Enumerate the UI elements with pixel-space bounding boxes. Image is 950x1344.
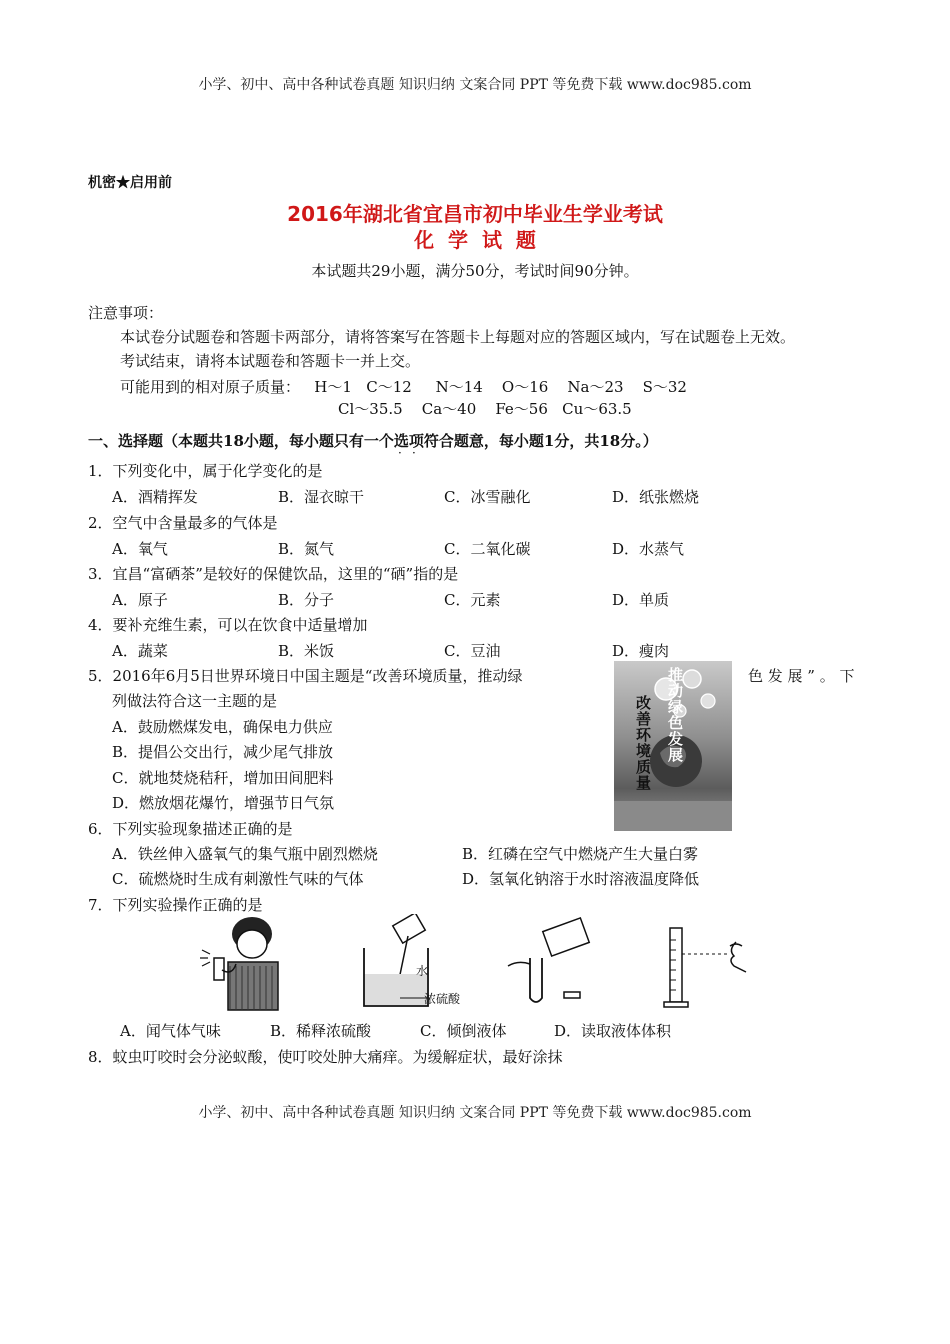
bottle — [393, 914, 426, 943]
question-7-stem: 7．下列实验操作正确的是 — [88, 896, 263, 914]
graduated-cylinder — [670, 928, 682, 1002]
notes-line: 考试结束，请将本试题卷和答题卡一并上交。 — [120, 352, 421, 370]
page-header: 小学、初中、高中各种试卷真题 知识归纳 文案合同 PPT 等免费下载 www.doc985.com — [198, 77, 752, 93]
environment-poster — [614, 661, 732, 831]
q6-option-d[interactable]: D．氢氧化钠溶于水时溶液温度降低 — [462, 870, 700, 888]
question-5-stem-right: 色 发 展 ” 。 下 — [748, 667, 855, 685]
question-2-stem: 2．空气中含量最多的气体是 — [88, 514, 278, 532]
poster-slogan-right: 推动绿色发展 — [668, 666, 684, 764]
page-subtitle: 化 学 试 题 — [414, 228, 536, 252]
q5-option-b[interactable]: B．提倡公交出行，减少尾气排放 — [112, 743, 334, 761]
q2-option-b[interactable]: B．氮气 — [278, 540, 335, 558]
hand — [508, 962, 530, 966]
figure-dilute-acid — [356, 914, 466, 1012]
question-8-stem: 8．蚊虫叮咬时会分泌蚁酸，使叮咬处肿大痛痒。为缓解症状，最好涂抹 — [88, 1048, 563, 1066]
label-acid: 浓硫酸 — [424, 992, 461, 1006]
q7-option-c[interactable]: C．倾倒液体 — [420, 1022, 507, 1040]
figure-read-volume — [656, 914, 766, 1012]
q2-option-a[interactable]: A．氧气 — [112, 540, 168, 558]
q7-option-d[interactable]: D．读取液体体积 — [554, 1022, 672, 1040]
exam-intro: 本试题共29小题，满分50分，考试时间90分钟。 — [311, 262, 639, 280]
eye — [730, 944, 742, 946]
q4-option-b[interactable]: B．米饭 — [278, 642, 335, 660]
question-6-stem: 6．下列实验现象描述正确的是 — [88, 820, 293, 838]
field — [614, 801, 732, 831]
q4-option-a[interactable]: A．蔬菜 — [112, 642, 168, 660]
question-1-stem: 1．下列变化中，属于化学变化的是 — [88, 462, 323, 480]
face — [237, 930, 267, 958]
q4-option-c[interactable]: C．豆油 — [444, 642, 501, 660]
reagent-bottle — [543, 918, 589, 956]
q5-option-d[interactable]: D．燃放烟花爆竹，增强节日气氛 — [112, 794, 335, 812]
q5-option-c[interactable]: C．就地焚烧秸秆，增加田间肥料 — [112, 769, 334, 787]
question-3-stem: 3．宜昌“富硒茶”是较好的保健饮品，这里的“硒”指的是 — [88, 565, 459, 583]
page-footer: 小学、初中、高中各种试卷真题 知识归纳 文案合同 PPT 等免费下载 www.doc985.com — [198, 1105, 752, 1121]
q5-option-a[interactable]: A．鼓励燃煤发电，确保电力供应 — [112, 718, 333, 736]
test-tube — [530, 958, 542, 1002]
figure-pour-liquid — [500, 914, 610, 1012]
question-5-stem: 5．2016年6月5日世界环境日中国主题是“改善环境质量，推动绿 — [88, 667, 523, 685]
q3-option-d[interactable]: D．单质 — [612, 591, 670, 609]
q3-option-c[interactable]: C．元素 — [444, 591, 501, 609]
q2-option-c[interactable]: C．二氧化碳 — [444, 540, 531, 558]
q1-option-b[interactable]: B．湿衣晾干 — [278, 488, 365, 506]
atomic-masses-cont: Cl～35.5 Ca～40 Fe～56 Cu～63.5 — [338, 400, 632, 418]
bubble — [701, 694, 715, 708]
bottle — [214, 958, 224, 980]
section-heading: 一、选择题（本题共18小题，每小题只有一个选项符合题意，每小题1分，共18分。） — [88, 432, 658, 450]
q2-option-d[interactable]: D．水蒸气 — [612, 540, 685, 558]
q1-option-c[interactable]: C．冰雪融化 — [444, 488, 531, 506]
q1-option-d[interactable]: D．纸张燃烧 — [612, 488, 700, 506]
cylinder-base — [664, 1002, 688, 1007]
question-4-stem: 4．要补充维生素，可以在饮食中适量增加 — [88, 616, 368, 634]
emphasis-dot: · — [398, 446, 402, 460]
q3-option-a[interactable]: A．原子 — [112, 591, 168, 609]
atomic-masses: 可能用到的相对原子质量： H～1 C～12 N～14 O～16 Na～23 S～32 — [120, 378, 687, 396]
stopper — [564, 992, 580, 998]
face-profile — [731, 942, 746, 972]
q7-option-b[interactable]: B．稀释浓硫酸 — [270, 1022, 372, 1040]
q6-option-a[interactable]: A．铁丝伸入盛氧气的集气瓶中剧烈燃烧 — [112, 845, 378, 863]
label-water: 水 — [416, 964, 429, 978]
notes-line: 本试卷分试题卷和答题卡两部分，请将答案写在答题卡上每题对应的答题区域内，写在试题卷上无效。 — [120, 328, 796, 346]
q3-option-b[interactable]: B．分子 — [278, 591, 335, 609]
q1-option-a[interactable]: A．酒精挥发 — [112, 488, 198, 506]
q6-option-b[interactable]: B．红磷在空气中燃烧产生大量白雾 — [462, 845, 699, 863]
secret-label: 机密★启用前 — [88, 175, 172, 191]
notes-heading: 注意事项： — [88, 304, 164, 322]
figure-smell-gas — [196, 914, 306, 1012]
odor-lines — [200, 950, 210, 966]
poster-slogan-left: 改善环境质量 — [636, 694, 652, 792]
q6-option-c[interactable]: C．硫燃烧时生成有刺激性气味的气体 — [112, 870, 364, 888]
question-5-stem-cont: 列做法符合这一主题的是 — [112, 692, 278, 710]
emphasis-dot: · — [412, 446, 416, 460]
q7-option-a[interactable]: A．闻气体气味 — [120, 1022, 221, 1040]
q4-option-d[interactable]: D．瘦肉 — [612, 642, 670, 660]
page-title: 2016年湖北省宜昌市初中毕业生学业考试 — [287, 202, 663, 226]
